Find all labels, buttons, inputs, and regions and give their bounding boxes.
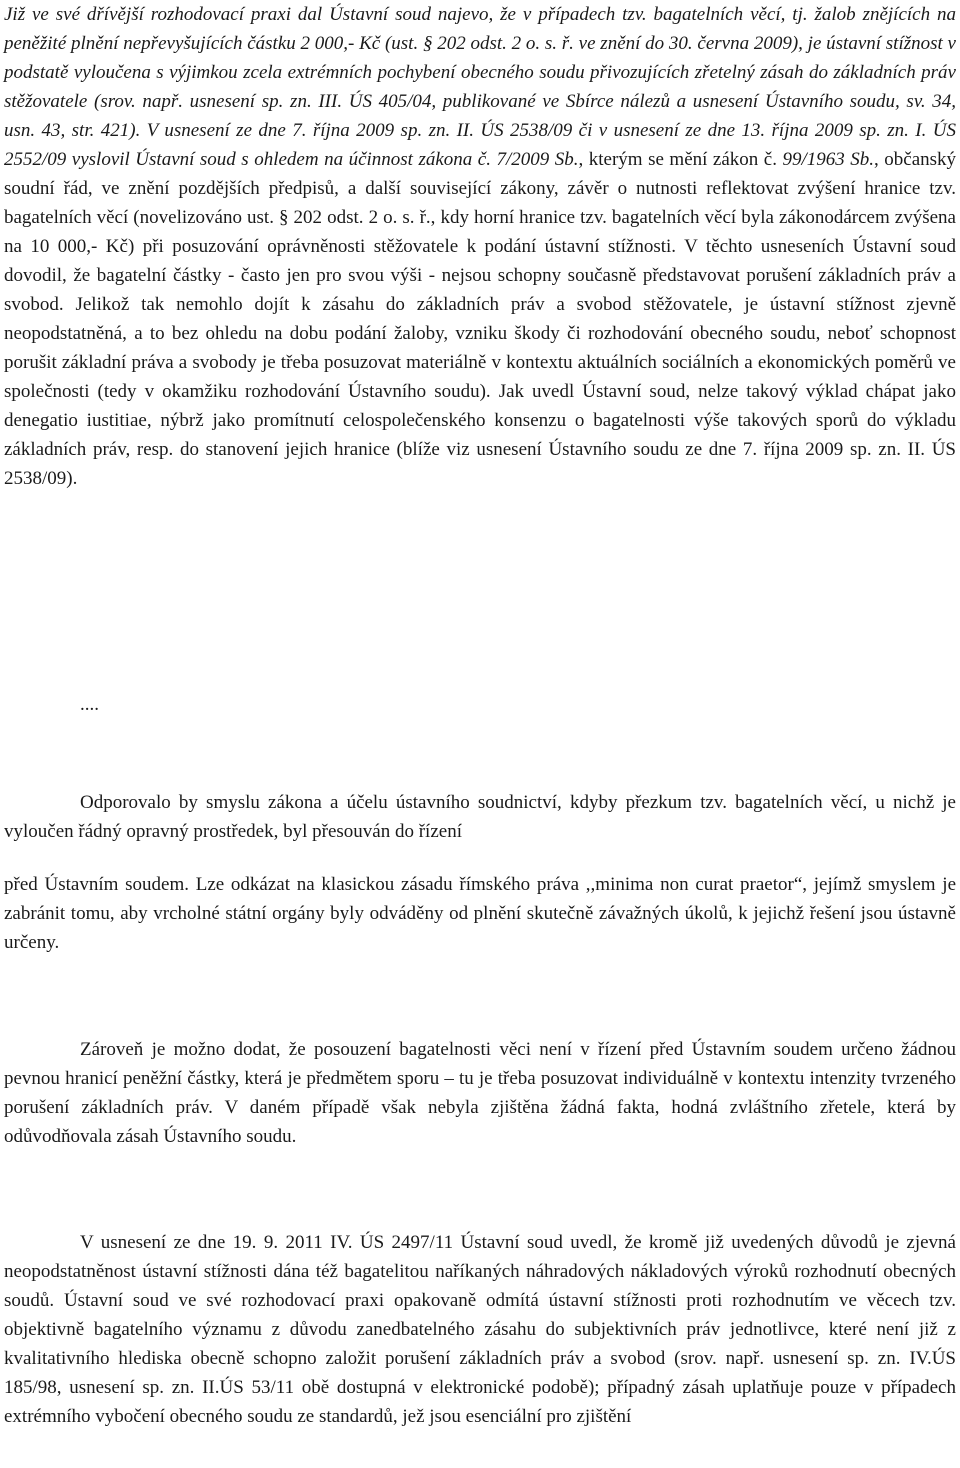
paragraph-1-text: , kterým se mění zákon č. [578, 149, 777, 170]
paragraph-1-italic-law-ref: 99/1963 Sb. [782, 149, 875, 170]
paragraph-iv-us-2497-11: V usnesení ze dne 19. 9. 2011 IV. ÚS 2497/11 Ústavní soud uvedl, že kromě již uvedených důvodů je zjevná neopodstatněnost ústavní stížnosti dána též bagatelitou naříkaných náhradových nákladových výroků rozhodnutí obecných soudů. Ústavní soud ve své rozhodovací praxi opakovaně odmítá ústavní stížnosti proti rozhodnutím ve věcech tzv. objektivně bagatelního významu z důvodu zanedbatelného zásahu do subjektivních práv jednotlivce, které není již z kvalitativního hlediska obecně schopno založit porušení základních práv a svobod (srov. např. usnesení sp. zn. IV.ÚS 185/98, usnesení sp. zn. II.ÚS 53/11 obě dostupná v elektronické podobě); případný zásah uplatňuje pouze v případech extrémního vybočení obecného soudu ze standardů, jež jsou esenciální pro zjištění [4, 1232, 956, 1427]
ellipsis-separator: .... [80, 694, 99, 715]
paragraph-bagatelle-assessment: Zároveň je možno dodat, že posouzení bagatelnosti věci není v řízení před Ústavním soudem určeno žádnou pevnou hranicí peněžní částky, která je předmětem sporu – tu je třeba posuzovat individuálně v kontextu intenzity tvrzeného porušení základních práv. V daném případě však nebyla zjištěna žádná fakta, hodná zvláštního zřetele, která by odůvodňovala zásah Ústavního soudu. [4, 1039, 956, 1147]
paragraph-minima-non-curat: před Ústavním soudem. Lze odkázat na klasickou zásadu římského práva ,,minima non curat praetor“, jejímž smyslem je zabránit tomu, aby vrcholné státní orgány byly odváděny od plnění skutečně závažných úkolů, k jejichž řešení jsou ústavně určeny. [4, 874, 956, 953]
paragraph-purpose: Odporovalo by smyslu zákona a účelu ústavního soudnictví, kdyby přezkum tzv. bagatelních věcí, u nichž je vyloučen řádný opravný prostředek, byl přesouván do řízení [4, 792, 956, 842]
paragraph-1-italic-text: Již ve své dřívější rozhodovací praxi dal Ústavní soud najevo, že v případech tzv. bagatelních věcí, tj. žalob znějících na peněžité plnění nepřevyšujících částku 2 000,- Kč (ust. § 202 odst. 2 o. s. ř. ve znění do 30. června 2009), je ústavní stížnost v podstatě vyloučena s výjimkou zcela extrémních pochybení obecného soudu přivozujících zřetelný zásah do základních práv stěžovatele (srov. např. usnesení sp. zn. III. ÚS 405/04, publikované ve Sbírce nálezů a usnesení Ústavního soudu, sv. 34, usn. 43, str. 421). V usnesení ze dne 7. října 2009 sp. zn. II. ÚS 2538/09 či v usnesení ze dne 13. října 2009 sp. zn. I. ÚS 2552/09 vyslovil Ústavní soud s ohledem na účinnost zákona č. 7/2009 Sb. [4, 4, 956, 170]
paragraph-1-text-continued: , občanský soudní řád, ve znění pozdějších předpisů, a další související zákony, závěr o nutnosti reflektovat zvýšení hranice tzv. bagatelních věcí (novelizováno ust. § 202 odst. 2 o. s. ř., kdy horní hranice tzv. bagatelních věcí byla zákonodárcem zvýšena na 10 000,- Kč) při posuzování oprávněnosti stěžovatele k podání ústavní stížnosti. V těchto usneseních Ústavní soud dovodil, že bagatelní částky - často jen pro svou výši - nejsou schopny současně představovat porušení základních práv a svobod. Jelikož tak nemohlo dojít k zásahu do základních práv a svobod stěžovatele, je ústavní stížnost zjevně neopodstatněná, a to bez ohledu na dobu podání žaloby, vzniku škody či rozhodování obecného soudu, neboť schopnost porušit základní práva a svobody je třeba posuzovat materiálně v kontextu aktuálních sociálních a ekonomických poměrů ve společnosti (tedy v okamžiku rozhodování Ústavního soudu). Jak uvedl Ústavní soud, nelze takový výklad chápat jako denegatio iustitiae, nýbrž jako promítnutí celospolečenského konsenzu o bagatelnosti výše takových sporů do výkladu základních práv, resp. do stanovení jejich hranice (blíže viz usnesení Ústavního soudu ze dne 7. října 2009 sp. zn. II. ÚS 2538/09). [4, 149, 957, 489]
paragraph-prior-case-law [4, 0, 956, 493]
